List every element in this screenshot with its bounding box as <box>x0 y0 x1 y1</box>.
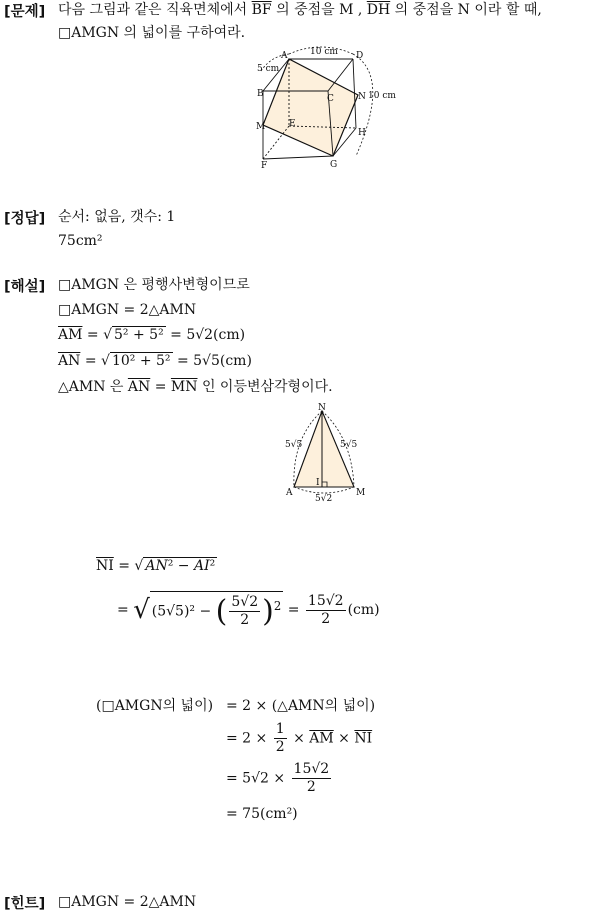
vertex-label-h: H <box>358 128 366 138</box>
area-lhs: (□AMGN의 넓이) <box>96 698 214 714</box>
vertex-label-e: E <box>289 119 296 129</box>
area-row-3: = 5√2 × $\frac{15√2}{2}$ <box>226 761 330 795</box>
triangle-side-left: 5√5 <box>285 440 303 450</box>
answer-line-1: 순서: 없음, 갯수: 1 <box>58 209 176 225</box>
triangle-side-right: 5√5 <box>340 440 358 450</box>
dim-label-right: 10 cm <box>368 91 396 101</box>
ni-line-1: $\overline{NI}$ = √ $AN^2 - \overline{AI}^2$ <box>96 558 216 574</box>
triangle-label-n: N <box>318 403 326 413</box>
answer-line-2: 75cm² <box>58 233 103 249</box>
triangle-base-length: 5√2 <box>315 494 333 503</box>
triangle-figure <box>282 403 368 503</box>
area-row-1: = 2 × (△AMN의 넓이) <box>226 698 376 714</box>
explanation-line-1: □AMGN 은 평행사변형이므로 <box>58 277 250 293</box>
explanation-line-4: $\overline{AN}$ = √ 10² + 5² = 5√5(cm) <box>58 353 252 369</box>
segment-bf: $\overline{BF}$ <box>251 2 272 18</box>
triangle-label-a: A <box>286 488 293 498</box>
problem-line-1: 다음 그림과 같은 직육면체에서 $\overline{BF}$ 의 중점을 M , $\overline{DH}$ 의 중점을 N 이라 할 때, <box>58 2 542 18</box>
triangle-label-i: I <box>316 478 320 488</box>
explanation-label: [해설] <box>4 279 46 295</box>
vertex-label-g: G <box>330 160 338 170</box>
answer-label: [정답] <box>4 211 46 227</box>
ni-line-2: = √ (5√5)² − ( $\frac{5√2}{2}$ )$^2$ = $\frac{15√2}{2}$ (cm) <box>117 592 380 629</box>
hint-label: [힌트] <box>4 896 46 912</box>
hint-text: □AMGN = 2△AMN <box>58 894 197 910</box>
explanation-line-2: □AMGN = 2△AMN <box>58 302 197 318</box>
vertex-label-c: C <box>327 94 334 104</box>
base-arc <box>294 487 354 493</box>
area-row-2: = 2 × $\frac{1}{2}$ × $\overline{AM} \times \overline{NI}$ <box>226 721 373 755</box>
dim-arc-right <box>353 54 373 156</box>
vertex-label-n: N <box>358 92 366 102</box>
explanation-line-5: △AMN 은 $\overline{AN} = \overline{MN}$ 인 이등변삼각형이다. <box>58 379 333 395</box>
explanation-line-3: $\overline{AM}$ = √ 5² + 5² = 5√2(cm) <box>58 327 246 343</box>
vertex-label-d: D <box>356 51 364 61</box>
problem-label: [문제] <box>4 4 46 20</box>
vertex-label-a: A <box>281 51 288 61</box>
dim-label-top: 10 cm <box>310 47 338 57</box>
area-row-4: = 75(cm²) <box>226 806 298 822</box>
cuboid-figure <box>256 46 396 172</box>
triangle-label-m: M <box>356 488 366 498</box>
segment-dh: $\overline{DH}$ <box>366 2 391 18</box>
problem-line-2: □AMGN 의 넓이를 구하여라. <box>58 25 246 41</box>
vertex-label-f: F <box>261 161 268 171</box>
dim-label-left: 5 cm <box>257 64 280 74</box>
vertex-label-m: M <box>256 122 266 132</box>
vertex-label-b: B <box>257 89 264 99</box>
sqrt-sign: √ <box>133 595 150 625</box>
